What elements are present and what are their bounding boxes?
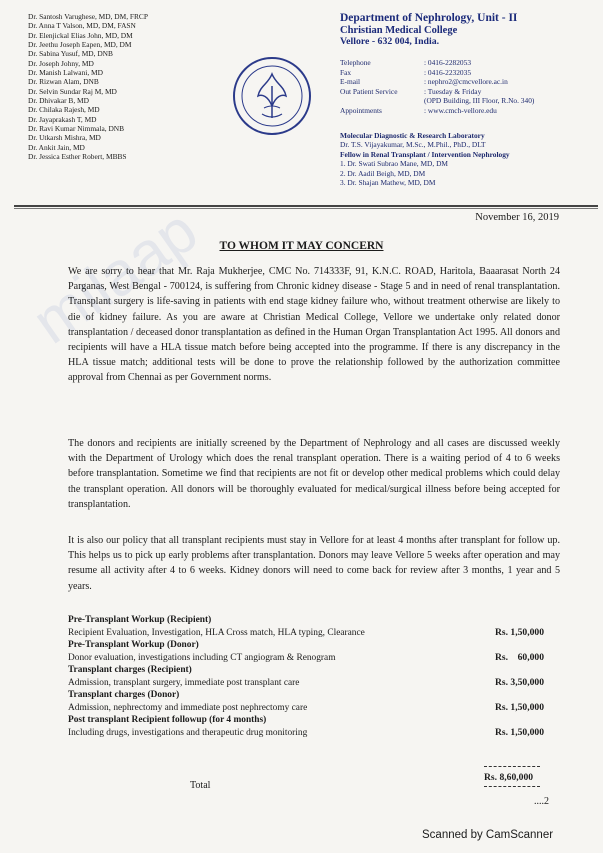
doctor-name: Dr. Chilaka Rajesh, MD [28, 105, 100, 115]
lab-and-fellows [340, 131, 600, 187]
fellow-title: Fellow in Renal Transplant / Intervention Nephrology [340, 149, 510, 159]
cost-breakdown [68, 614, 548, 739]
doctor-name: Dr. Jayaprakash T, MD [28, 114, 97, 124]
paragraph-2: The donors and recipients are initially screened by the Department of Nephrology and all cases are discussed weekly with the Department of Urology which does the renal transplant operation. There is a waiting period of 4 to 6 weeks before transplantation. Sometime we find that recipients are not fit or develop other medical problems which could delay the transplant operation. All donors will be thoroughly evaluated for medical/surgical illness before being accepted for transplantation. [68, 438, 560, 510]
cost-title: Pre-Transplant Workup (Donor) [68, 640, 199, 650]
cost-desc: Admission, nephrectomy and immediate post nephrectomy care [68, 702, 308, 713]
department-header [340, 12, 590, 47]
letter-date: November 16, 2019 [475, 212, 559, 223]
doctor-name: Dr. Santosh Varughese, MD, DM, FRCP [28, 12, 148, 21]
page-continuation: ....2 [534, 796, 549, 807]
paragraph-3: It is also our policy that all transplant recipients must stay in Vellore for at least 4 months after transplant for follow up. This helps us to pick up early problems after transplantation. Donors may leave Vellore 5 weeks after operation and may resume all activity after 4 to 6 weeks. Kidney donors will need to come back for review after 3 months, 1 year and 5 years. [68, 535, 560, 592]
contact-value: (OPD Building, III Floor, R.No. 340) [424, 96, 535, 106]
cost-desc: Recipient Evaluation, Investigation, HLA Cross match, HLA typing, Clearance [68, 627, 365, 638]
doctor-name: Dr. Sabina Yusuf, MD, DNB [28, 49, 113, 59]
doctor-name: Dr. Rizwan Alam, DNB [28, 77, 99, 87]
college-name: Christian Medical College [340, 24, 458, 36]
contact-value: : www.cmch-vellore.edu [424, 105, 497, 115]
cost-amount: Rs. 3,50,000 [494, 677, 544, 688]
department-title: Department of Nephrology, Unit - II [340, 12, 518, 24]
doctor-name: Dr. Ankit Jain, MD [28, 142, 85, 152]
contact-row [340, 106, 600, 116]
doctor-name: Dr. Utkarsh Mishra, MD [28, 133, 101, 143]
contact-value: : 0416-2232035 [424, 67, 472, 77]
total-amount: Rs. 8,60,000 [484, 772, 534, 783]
total-divider-top [484, 766, 540, 767]
total-divider-bottom [484, 786, 540, 787]
header-divider [14, 205, 598, 207]
cost-item [68, 639, 548, 664]
doctors-list [28, 12, 228, 162]
contact-row [340, 77, 600, 87]
contact-value: : Tuesday & Friday [424, 86, 482, 96]
doctor-name: Dr. Joseph Johny, MD [28, 58, 94, 68]
watermark: milaap [20, 196, 210, 358]
cost-title: Post transplant Recipient followup (for 4 months) [68, 715, 267, 725]
lab-person: Dr. T.S. Vijayakumar, M.Sc., M.Phil., PhD., DLT [340, 140, 486, 150]
college-seal-icon [232, 56, 312, 136]
cost-title: Transplant charges (Donor) [68, 690, 180, 700]
doctor-name: Dr. Anna T Valson, MD, DM, FASN [28, 21, 136, 31]
total-label: Total [190, 780, 211, 791]
letter-heading: TO WHOM IT MAY CONCERN [219, 240, 384, 252]
contact-row [340, 96, 600, 106]
contact-key: E-mail [340, 77, 361, 87]
doctor-name: Dr. Ravi Kumar Nimmala, DNB [28, 124, 125, 134]
contact-key: Appointments [340, 105, 382, 115]
doctor-name: Dr. Jeethu Joseph Eapen, MD, DM [28, 40, 132, 50]
cost-desc: Admission, transplant surgery, immediate post transplant care [68, 677, 300, 688]
cost-desc: Donor evaluation, investigations including CT angiogram & Renogram [68, 652, 336, 663]
contact-row [340, 68, 600, 78]
doctor-name: Dr. Dhivakar B, MD [28, 96, 89, 106]
contact-key: Telephone [340, 58, 371, 67]
cost-item [68, 664, 548, 689]
lab-title: Molecular Diagnostic & Research Laboratory [340, 131, 485, 140]
cost-amount: Rs. 1,50,000 [494, 727, 544, 738]
cost-desc: Including drugs, investigations and therapeutic drug monitoring [68, 727, 308, 738]
fellow-name: 1. Dr. Swati Subrao Mane, MD, DM [340, 159, 448, 169]
doctor-name: Dr. Selvin Sundar Raj M, MD [28, 86, 117, 96]
doctor-name: Dr. Jessica Esther Robert, MBBS [28, 152, 127, 162]
cost-amount: Rs. 1,50,000 [494, 627, 544, 638]
cost-item [68, 614, 548, 639]
paragraph-1: We are sorry to hear that Mr. Raja Mukherjee, CMC No. 714333F, 91, K.N.C. ROAD, Haritola, Baaarasat North 24 Parganas, West Bengal - 700124, is suffering from Chronic kidney disease - Stage 5 and in need of renal transplantation. Transplant surgery is life-saving in patients with end stage kidney failure who, without treatment otherwise are likely to die of kidney failure. As you are aware at Christian Medical College, Vellore we undertake only related donor transplantation / deceased donor transplantation as defined in the Human Organ Transplantation Act 1995. All donors and recipients will have a HLA tissue match before being accepted into the programme. If there is any discrepancy in the HLA tissue match; additional tests will be done to prove the relationship followed by the authorization committee approval from Chennai as per Government norms. [68, 266, 560, 384]
doctor-name: Dr. Manish Lalwani, MD [28, 68, 103, 78]
cost-title: Transplant charges (Recipient) [68, 665, 192, 675]
scanner-footer: Scanned by CamScanner [422, 829, 554, 841]
doctor-name: Dr. Elenjickal Elias John, MD, DM [28, 30, 133, 40]
cost-amount: Rs. 60,000 [494, 652, 544, 663]
contact-row [340, 58, 600, 68]
header-divider-thin [14, 208, 598, 209]
contact-row [340, 87, 600, 97]
contact-key [340, 96, 424, 106]
cost-item [68, 714, 548, 739]
cost-amount: Rs. 1,50,000 [494, 702, 544, 713]
contact-value: : 0416-2282053 [424, 58, 472, 67]
cost-item [68, 689, 548, 714]
contact-value: : nephro2@cmcvellore.ac.in [424, 77, 508, 87]
college-address: Vellore - 632 004, India. [340, 36, 440, 47]
fellow-name: 2. Dr. Aadil Beigh, MD, DM [340, 168, 426, 178]
contact-info [340, 58, 600, 116]
contact-key: Fax [340, 67, 352, 77]
cost-title: Pre-Transplant Workup (Recipient) [68, 615, 212, 625]
fellow-name: 3. Dr. Shajan Mathew, MD, DM [340, 178, 436, 188]
contact-key: Out Patient Service [340, 86, 398, 96]
